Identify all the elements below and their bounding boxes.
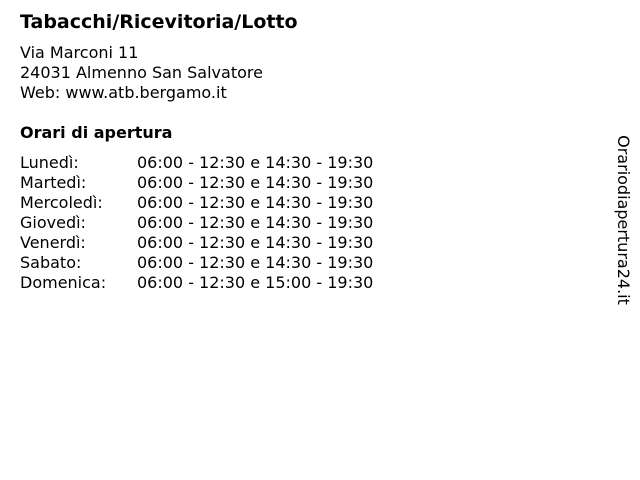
address-city: 24031 Almenno San Salvatore [20, 63, 263, 82]
time-range: 06:00 - 12:30 e 14:30 - 19:30 [137, 253, 374, 272]
address-street: Via Marconi 11 [20, 43, 139, 62]
address-web: Web: www.atb.bergamo.it [20, 83, 227, 102]
time-range: 06:00 - 12:30 e 14:30 - 19:30 [137, 213, 374, 232]
day-label: Mercoledì: [20, 193, 103, 212]
address-block [20, 43, 263, 103]
opening-hours-title: Orari di apertura [20, 123, 173, 142]
time-range: 06:00 - 12:30 e 14:30 - 19:30 [137, 193, 374, 212]
time-range: 06:00 - 12:30 e 15:00 - 19:30 [137, 273, 374, 292]
day-label: Martedì: [20, 173, 87, 192]
time-range: 06:00 - 12:30 e 14:30 - 19:30 [137, 173, 374, 192]
day-label: Giovedì: [20, 213, 86, 232]
page-title: Tabacchi/Ricevitoria/Lotto [20, 11, 298, 33]
day-label: Venerdì: [20, 233, 86, 252]
day-label: Sabato: [20, 253, 82, 272]
time-range: 06:00 - 12:30 e 14:30 - 19:30 [137, 233, 374, 252]
day-label: Lunedì: [20, 153, 79, 172]
time-range: 06:00 - 12:30 e 14:30 - 19:30 [137, 153, 374, 172]
day-label: Domenica: [20, 273, 107, 292]
brand-watermark: Orariodiapertura24.it [614, 135, 633, 305]
